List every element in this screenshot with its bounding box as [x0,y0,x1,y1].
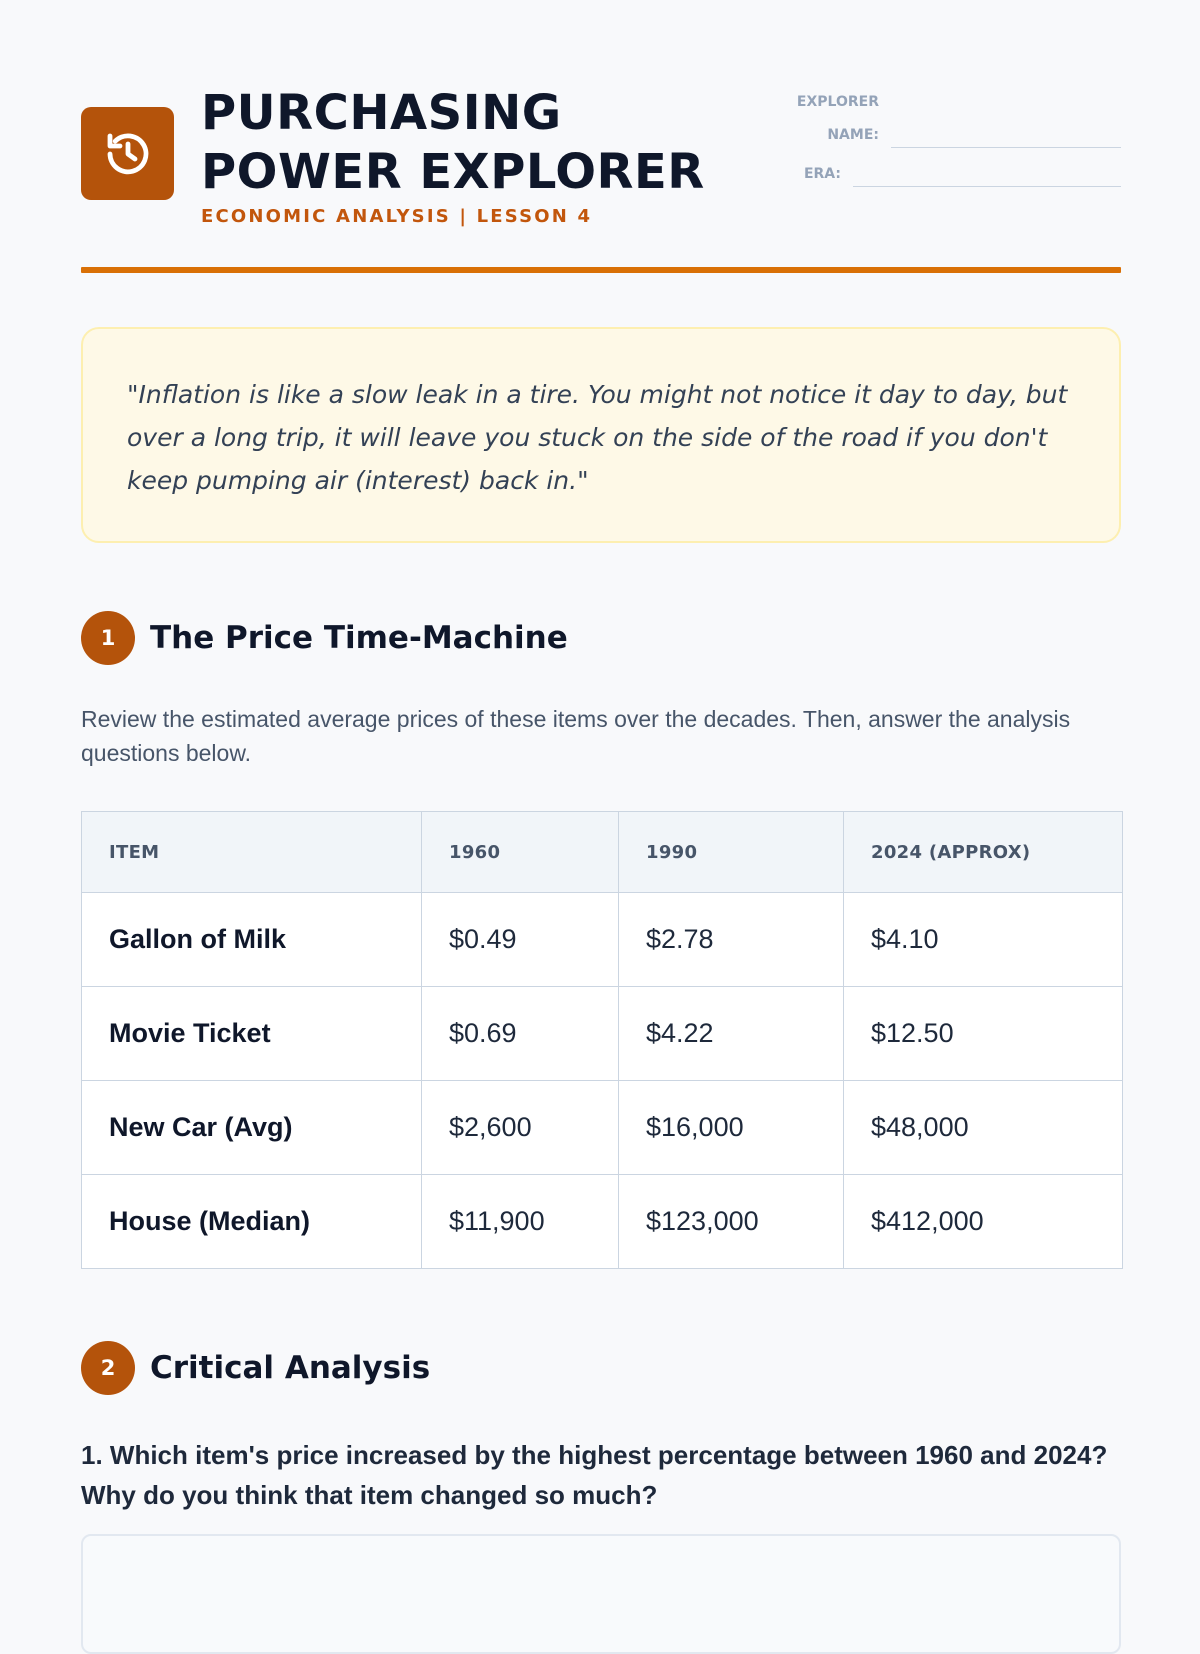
section-title: Critical Analysis [150,1350,431,1386]
answer-box[interactable] [81,1534,1121,1654]
era-input-line[interactable] [853,152,1121,187]
section-1-header [81,611,568,665]
item-cell: House (Median) [82,1175,422,1269]
era-field [804,152,1121,191]
table-row [82,893,1123,987]
title-block [201,84,761,227]
name-label [797,86,879,152]
header-divider [81,267,1121,273]
table-row [82,987,1123,1081]
section-description: Review the estimated average prices of these items over the decades. Then, answer the analysis questions below. [81,706,1071,766]
price-cell: $4.10 [844,893,1123,987]
column-header: 2024 (APPROX) [844,812,1123,893]
worksheet [81,0,1121,1510]
item-cell: Gallon of Milk [82,893,422,987]
era-label: ERA: [803,166,841,182]
price-cell: $412,000 [844,1175,1123,1269]
price-cell: $48,000 [844,1081,1123,1175]
price-cell: $123,000 [619,1175,844,1269]
table-header-row [82,812,1123,893]
title-line-2: POWER EXPLORER [201,144,705,200]
question-1: 1. Which item's price increased by the highest percentage between 1960 and 2024? Why do you think that item changed so much? [81,1440,1108,1510]
item-cell: Movie Ticket [82,987,422,1081]
price-cell: $16,000 [619,1081,844,1175]
price-cell: $2.78 [619,893,844,987]
name-label-line-2: NAME: [827,127,879,143]
price-table [81,811,1123,1269]
price-cell: $0.49 [422,893,619,987]
quote-box [81,327,1121,543]
section-number-badge: 2 [81,1341,135,1395]
price-cell: $11,900 [422,1175,619,1269]
column-header: ITEM [82,812,422,893]
price-cell: $0.69 [422,987,619,1081]
column-header: 1990 [619,812,844,893]
page-title [201,84,761,202]
table-row [82,1081,1123,1175]
name-field [797,86,1121,152]
name-label-line-1: EXPLORER [796,94,879,110]
table-row [82,1175,1123,1269]
item-cell: New Car (Avg) [82,1081,422,1175]
section-number-badge: 1 [81,611,135,665]
header [81,0,1121,275]
quote-text: "Inflation is like a slow leak in a tire. You might not notice it day to day, but over a long trip, it will leave you stuck on the side of the road if you don't keep pumping air (interest) back in." [127,380,1068,495]
page-subtitle: ECONOMIC ANALYSIS | LESSON 4 [201,206,593,227]
column-header: 1960 [422,812,619,893]
title-line-1: PURCHASING [201,85,562,141]
history-clock-icon [104,130,152,178]
price-cell: $2,600 [422,1081,619,1175]
section-title: The Price Time-Machine [150,620,568,656]
name-input-line[interactable] [891,113,1121,148]
price-cell: $12.50 [844,987,1123,1081]
section-2-header [81,1341,430,1395]
price-cell: $4.22 [619,987,844,1081]
logo [81,107,174,200]
